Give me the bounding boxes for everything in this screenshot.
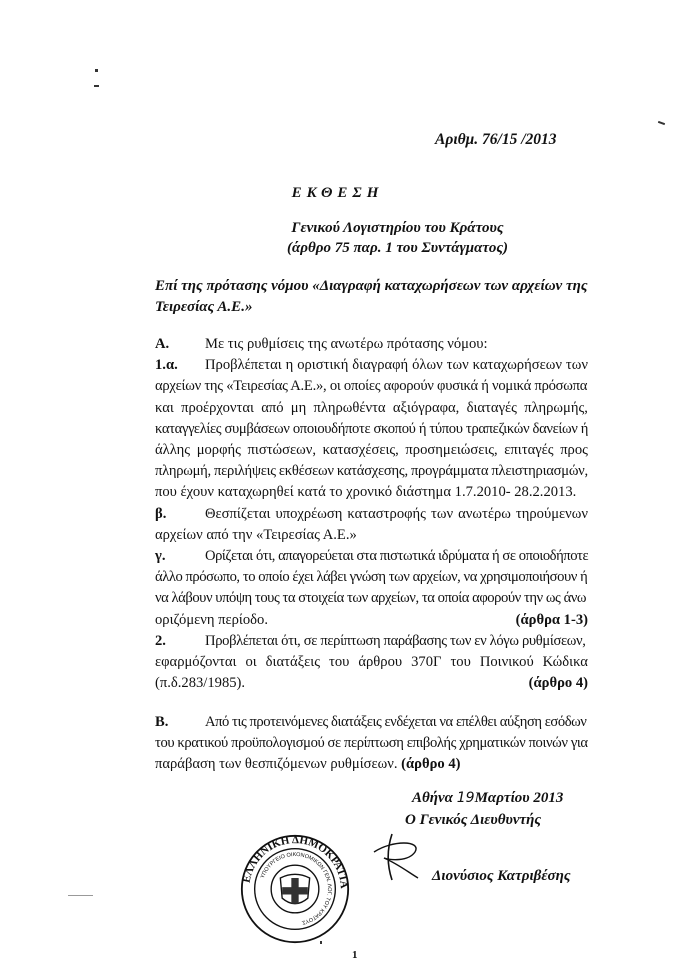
- word: πληρωμή,: [155, 463, 211, 480]
- line-text: Ορίζεται ότι, απαγορεύεται στα πιστωτικά ιδρύματα ή σε οποιοδήποτε: [205, 548, 589, 565]
- text-line: [155, 754, 588, 775]
- text-line: [155, 610, 588, 631]
- word: εκθέσεων: [278, 463, 334, 480]
- word: άλλης: [155, 442, 191, 459]
- line-text: [205, 355, 588, 376]
- line-text: να λάβουν υπόψη τους τα στοιχεία των αρχείων, τα οποία αφορούν την ως άνω: [155, 590, 587, 607]
- item-label: 1.α.: [155, 357, 178, 374]
- line-text: Προβλέπεται ότι, σε περίπτωση παράβασης των εν λόγω ρυθμίσεων,: [205, 632, 586, 649]
- word: προς: [560, 442, 588, 459]
- word: αξιόγραφα,: [392, 399, 460, 416]
- line-text: αρχείων από την «Τειρεσίας Α.Ε.»: [155, 526, 357, 543]
- stamp-inner-text: ΥΠΟΥΡΓΕΙΟ ΟΙΚΟΝΟΜΙΚΩΝ ΓΕΝ. ΛΟΓ. ΤΟΥ ΚΡΑΤΟΥΣ: [259, 851, 333, 926]
- word: πιστώσεων,: [247, 442, 317, 459]
- text-line: [155, 440, 588, 461]
- word: του: [450, 654, 471, 671]
- line-text: (π.δ.283/1985).: [155, 675, 246, 692]
- line-text: [155, 652, 588, 673]
- coat-of-arms-icon: [280, 874, 309, 903]
- word: του: [328, 654, 350, 671]
- article-reference: (άρθρο 4): [401, 756, 461, 773]
- word: πληρωθέντα: [313, 399, 386, 416]
- word: εφαρμόζονται: [155, 654, 237, 671]
- word: διατάξεις: [265, 654, 320, 671]
- text-line: [155, 588, 588, 609]
- document-title: ΕΚΘΕΣΗ: [291, 185, 384, 201]
- line-text: Από τις προτεινόμενες διατάξεις ενδέχεται να επέλθει αύξηση εσόδων: [205, 714, 587, 730]
- line-text: άλλο πρόσωπο, το οποίο έχει λάβει γνώση των αρχείων, να χρησιμοποιήσουν ή: [155, 569, 588, 586]
- word: 370Γ: [411, 654, 442, 671]
- text-line: [155, 355, 588, 376]
- page-number: 1: [352, 949, 358, 961]
- line-text: αρχείων της «Τειρεσίας Α.Ε.», οι οποίες αφορούν φυσικά ή νομικά πρόσωπα: [155, 378, 588, 395]
- stamp-outer-text: ΕΛΛΗΝΙΚΗ ΔΗΜΟΚΡΑΤΙΑ: [240, 834, 350, 890]
- word: όλων: [412, 357, 443, 374]
- text-line: [155, 673, 588, 694]
- text-line: [155, 733, 588, 754]
- text-line: [155, 712, 588, 733]
- section-a-intro: [155, 334, 588, 355]
- reference-number: Αριθμ. 76/15 /2013: [435, 131, 557, 148]
- word: Ποινικού: [479, 654, 534, 671]
- scan-speck: [658, 121, 665, 125]
- day-handwritten: 19: [456, 790, 475, 806]
- item-1a: [155, 355, 588, 503]
- line-text: [155, 461, 588, 482]
- text-line: [155, 461, 588, 482]
- word: άρθρου: [358, 654, 403, 671]
- section-a-label: Α.: [155, 336, 170, 352]
- section-a: [155, 334, 588, 694]
- line-text: [155, 398, 588, 419]
- word: πλειστηριασμών,: [491, 463, 588, 480]
- word: τηρούμενων: [515, 505, 588, 522]
- line-text: [155, 440, 588, 461]
- place-date: [412, 790, 563, 807]
- section-b: [155, 712, 588, 776]
- signatory-role: Ο Γενικός Διευθυντής: [405, 812, 542, 828]
- signatory-name: Διονύσιος Κατριβέσης: [432, 868, 571, 884]
- word: προέρχονται: [181, 399, 254, 416]
- scan-speck: [95, 69, 98, 72]
- word: Θεσπίζεται: [205, 505, 271, 522]
- place: Αθήνα: [412, 790, 457, 806]
- word: Προβλέπεται: [205, 357, 282, 374]
- text-line: [155, 652, 588, 673]
- word: οι: [245, 654, 257, 671]
- word: περιλήψεις: [214, 463, 276, 480]
- section-b-lines: [155, 712, 588, 776]
- section-a-intro-text: Με τις ρυθμίσεις της ανωτέρω πρότασης νόμου:: [205, 336, 488, 352]
- line-text: παράβαση των θεσπιζόμενων ρυθμίσεων. (άρθρο 4): [155, 756, 461, 773]
- legal-basis-line: (άρθρο 75 παρ. 1 του Συντάγματος): [286, 240, 509, 256]
- month-year: Μαρτίου 2013: [474, 790, 564, 806]
- item-2: [155, 631, 588, 695]
- item-label: Β.: [155, 714, 169, 730]
- text-line: [155, 567, 588, 588]
- line-text: του κρατικού προϋπολογισμού σε περίπτωση επιβολής χρηματικών ποινών για: [155, 735, 588, 752]
- word: από: [261, 399, 284, 416]
- word: διαταγές: [466, 399, 517, 416]
- word: μορφής: [196, 442, 241, 459]
- official-stamp: [240, 834, 350, 944]
- item-b: [155, 504, 588, 546]
- text-line: [155, 546, 588, 567]
- line-text: οριζόμενη περίοδο.: [155, 611, 268, 628]
- word: Κώδικα: [542, 654, 588, 671]
- word: πληρωμής,: [524, 399, 588, 416]
- line-text: [205, 504, 588, 525]
- word: και: [155, 399, 174, 416]
- article-reference: (άρθρο 4): [528, 675, 588, 692]
- word: επιταγές: [504, 442, 554, 459]
- text-line: [155, 631, 588, 652]
- word: διαγραφή: [352, 357, 409, 374]
- text-line: [155, 504, 588, 525]
- article-reference: (άρθρα 1-3): [515, 611, 588, 628]
- word: καταχωρήσεων: [472, 357, 562, 374]
- word: οριστική: [297, 357, 349, 374]
- scan-speck: [68, 895, 93, 896]
- item-c: [155, 546, 588, 631]
- word: υποχρέωση: [275, 505, 343, 522]
- text-line: [155, 482, 588, 503]
- word: κατασχέσεις,: [322, 442, 399, 459]
- word: μη: [290, 399, 307, 416]
- item-label: γ.: [155, 548, 166, 565]
- word: καταστροφής: [347, 505, 426, 522]
- word: ανωτέρω: [458, 505, 511, 522]
- word: των: [431, 505, 454, 522]
- word: των: [446, 357, 469, 374]
- text-line: [155, 419, 588, 440]
- subject-heading: Επί της πρότασης νόμου «Διαγραφή καταχωρήσεων των αρχείων της Τειρεσίας Α.Ε.»: [155, 278, 588, 315]
- word: προγράμματα: [410, 463, 489, 480]
- text-line: [155, 525, 588, 546]
- item-label: 2.: [155, 632, 166, 649]
- text-line: [155, 398, 588, 419]
- line-text: καταγγελίες συμβάσεων οποιουδήποτε σκοπού ή τύπου τραπεζικών δανείων ή: [155, 420, 589, 437]
- text-line: [155, 376, 588, 397]
- word: η: [285, 357, 294, 374]
- handwritten-signature: [360, 832, 430, 882]
- word: κατάσχεσης,: [336, 463, 408, 480]
- word: των: [565, 357, 588, 374]
- word: προσημειώσεις,: [405, 442, 498, 459]
- item-label: β.: [155, 505, 167, 522]
- line-text: που έχουν καταχωρηθεί κατά το χρονικό διάστημα 1.7.2010- 28.2.2013.: [155, 484, 577, 501]
- issuer-line: Γενικού Λογιστηρίου του Κράτους: [291, 220, 504, 236]
- scan-speck: [94, 85, 99, 87]
